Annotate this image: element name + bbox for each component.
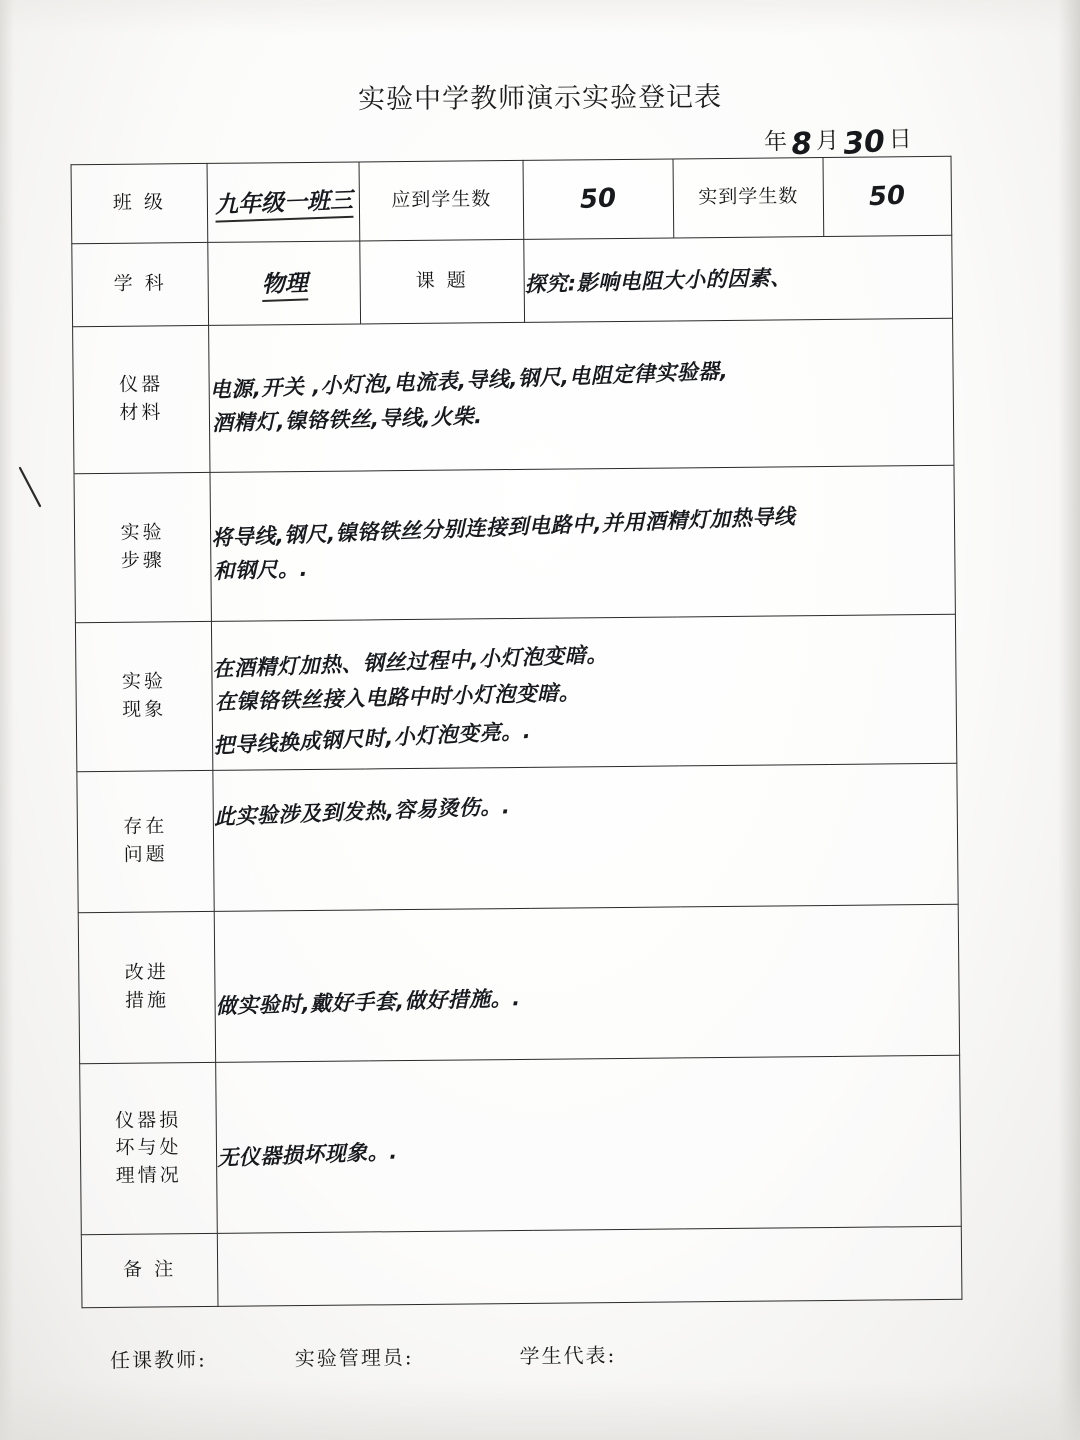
value-remark [217, 1226, 962, 1306]
label-class: 班 级 [71, 163, 208, 243]
registration-table [71, 156, 963, 1308]
value-steps [210, 465, 955, 621]
table-row-apparatus [73, 318, 954, 473]
registration-table-wrapper [71, 156, 962, 1308]
label-damage-line2: 坏与处 [115, 1136, 182, 1160]
table-row-subject [72, 235, 953, 326]
table-row-damage [80, 1055, 962, 1234]
value-class [207, 162, 360, 242]
page-shadow-left [0, 0, 14, 1440]
value-improvement-line1: 做实验时,戴好手套,做好措施。. [215, 985, 521, 1018]
value-class-text: 九年级一班三 [214, 182, 353, 223]
label-improvement-line2: 措施 [124, 989, 170, 1012]
label-expected-students: 应到学生数 [359, 160, 524, 241]
date-line [764, 120, 913, 163]
date-month-label: 月 [816, 127, 840, 155]
value-phenomena-line2: 在镍铬铁丝接入电路中时小灯泡变暗。 [214, 680, 581, 714]
value-subject-text: 物理 [261, 264, 308, 302]
page-shadow-top [0, 0, 1080, 34]
label-remark: 备 注 [81, 1233, 218, 1307]
label-steps-line2: 步骤 [120, 549, 165, 572]
value-subject [208, 241, 361, 325]
value-damage-line1: 无仪器损坏现象。. [216, 1139, 399, 1170]
value-expected-students [523, 159, 674, 239]
value-actual-students-text: 50 [868, 180, 907, 213]
label-subject: 学 科 [72, 242, 209, 326]
label-problems-line1: 存在 [123, 815, 168, 839]
value-expected-students-text: 50 [579, 183, 618, 215]
label-problems-line2: 问题 [123, 843, 168, 866]
date-day-label: 日 [888, 126, 913, 153]
date-year-label: 年 [764, 129, 788, 156]
stray-pen-mark [18, 466, 44, 508]
label-phenomena-line2: 现象 [122, 698, 167, 721]
page-title: 实验中学教师演示实验登记表 [357, 81, 723, 116]
value-phenomena [211, 614, 956, 770]
label-damage-line1: 仪器损 [115, 1108, 182, 1132]
value-actual-students [823, 156, 952, 236]
value-apparatus-line1: 电源,开关 ,小灯泡,电流表,导线,钢尺,电阻定律实验器, [209, 359, 729, 403]
label-damage-line3: 理情况 [115, 1163, 182, 1187]
table-row-improvement [78, 904, 959, 1063]
label-phenomena [75, 621, 212, 771]
label-apparatus [73, 325, 210, 473]
value-problems-line1: 此实验涉及到发热,容易烫伤。. [213, 794, 511, 830]
label-damage [80, 1062, 218, 1234]
date-month-value: 8 [790, 126, 814, 163]
table-row-phenomena [75, 614, 956, 771]
footer-teacher-label: 任课教师: [109, 1347, 207, 1373]
label-apparatus-line1: 仪器 [119, 373, 164, 397]
table-row-problems [77, 763, 958, 912]
signature-footer [110, 1335, 970, 1373]
label-apparatus-line2: 材料 [119, 401, 164, 424]
value-topic-text: 探究:影响电阻大小的因素、 [524, 265, 792, 297]
footer-student-label: 学生代表: [519, 1343, 617, 1369]
page-shadow-right [1058, 0, 1080, 1440]
value-phenomena-line1: 在酒精灯加热、钢丝过程中,小灯泡变暗。 [212, 642, 609, 682]
value-steps-line1: 将导线,钢尺,镍铬铁丝分别连接到电路中,并用酒精灯加热导线 [210, 504, 796, 551]
value-topic [524, 235, 953, 322]
label-steps-line1: 实验 [120, 521, 165, 545]
date-day-value: 30 [842, 123, 887, 162]
label-topic: 课 题 [360, 239, 525, 324]
label-improvement-line1: 改进 [124, 961, 169, 985]
value-steps-line2: 和钢尺。. [213, 556, 309, 584]
table-row-remark [81, 1226, 962, 1307]
footer-manager-label: 实验管理员: [294, 1345, 414, 1371]
value-apparatus [209, 318, 954, 472]
value-apparatus-line2: 酒精灯,镍铬铁丝,导线,火柴. [211, 404, 483, 436]
label-actual-students: 实到学生数 [673, 158, 824, 238]
value-improvement [214, 904, 959, 1062]
label-phenomena-line1: 实验 [121, 670, 167, 694]
label-improvement [78, 911, 215, 1063]
label-steps [74, 472, 211, 622]
value-phenomena-line3: 把导线换成钢尺时,小灯泡变亮。. [212, 719, 532, 759]
label-problems [77, 770, 214, 912]
value-problems [213, 763, 958, 911]
value-damage [216, 1055, 962, 1233]
table-row-steps [74, 465, 955, 622]
table-row-class [71, 156, 952, 243]
page-shadow-bottom [0, 1380, 1080, 1440]
